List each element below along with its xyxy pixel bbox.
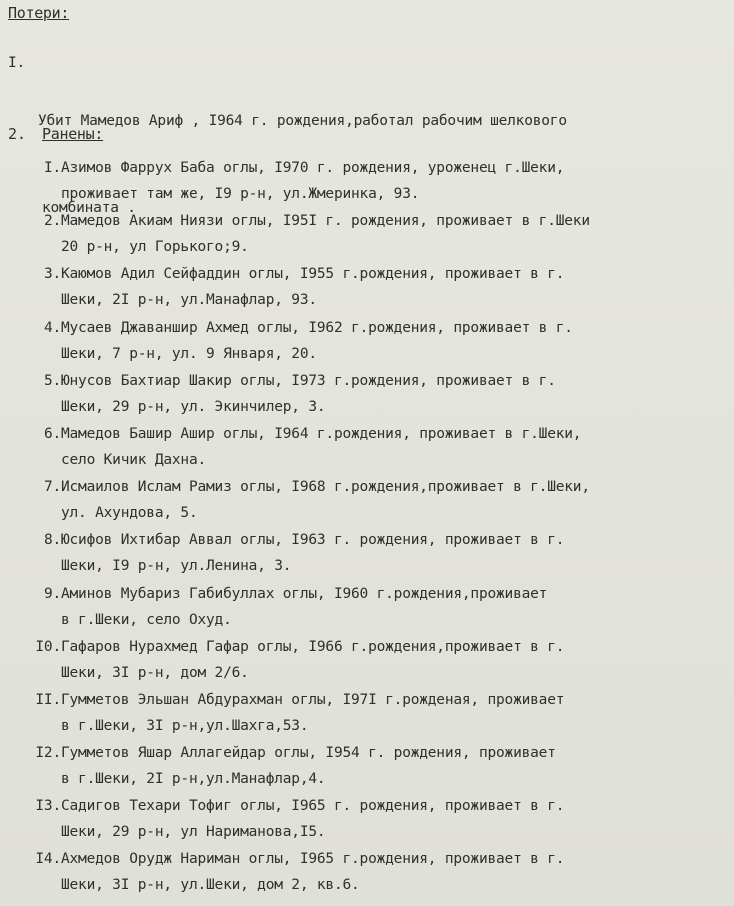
- entry-line-2: 20 р-н, ул Горького;9.: [61, 239, 249, 256]
- wounded-entry: [30, 851, 720, 904]
- killed-line-2: комбината .: [42, 200, 136, 216]
- entry-line-1: Каюмов Адил Сейфаддин оглы, I955 г.рождения, проживает в г.: [61, 266, 565, 283]
- wounded-entry: [30, 639, 720, 692]
- entry-number: I3.: [35, 798, 61, 815]
- entry-line-1: Гумметов Яшар Аллагейдар оглы, I954 г. рождения, проживает: [61, 745, 556, 762]
- entry-line-2: Шеки, 7 р-н, ул. 9 Января, 20.: [61, 345, 317, 362]
- entry-line-2: Шеки, 29 р-н, ул. Экинчилер, 3.: [61, 398, 326, 415]
- wounded-entry: [30, 320, 720, 373]
- entry-line-2: ул. Ахундова, 5.: [61, 505, 198, 522]
- entry-number: 6.: [43, 425, 61, 442]
- wounded-entry: [30, 160, 720, 213]
- entry-line-1: Гафаров Нурахмед Гафар оглы, I966 г.рождения,проживает в г.: [61, 638, 565, 655]
- wounded-entry: [30, 213, 720, 266]
- entry-line-1: Мусаев Джаваншир Ахмед оглы, I962 г.рождения, проживает в г.: [61, 319, 573, 336]
- wounded-heading: Ранены:: [42, 125, 104, 143]
- wounded-entry: [30, 745, 720, 798]
- entry-number: II.: [35, 691, 61, 708]
- entry-line-2: в г.Шеки, село Охуд.: [61, 611, 232, 628]
- entry-line-2: село Кичик Дахна.: [61, 451, 207, 468]
- entry-line-1: Исмаилов Ислам Рамиз оглы, I968 г.рождения,проживает в г.Шеки,: [61, 479, 590, 496]
- entry-number: 9.: [43, 585, 61, 602]
- entry-number: 5.: [43, 372, 61, 389]
- wounded-entry: [30, 426, 720, 479]
- wounded-entry: [30, 798, 720, 851]
- wounded-entry: [30, 692, 720, 745]
- entry-line-2: проживает там же, I9 р-н, ул.Жмеринка, 93.: [61, 186, 420, 202]
- entry-line-2: в г.Шеки, 3I р-н,ул.Шахга,53.: [61, 717, 309, 734]
- entry-line-1: Мамедов Акиам Ниязи оглы, I95I г. рождения, проживает в г.Шеки: [61, 213, 590, 230]
- entry-line-1: Ахмедов Орудж Нариман оглы, I965 г.рождения, проживает в г.: [61, 851, 565, 868]
- wounded-entry: [30, 479, 720, 532]
- entry-number: 7.: [43, 479, 61, 496]
- entry-line-2: Шеки, 29 р-н, ул Нариманова,I5.: [61, 824, 326, 841]
- entry-line-2: в г.Шеки, 2I р-н,ул.Манафлар,4.: [61, 771, 326, 788]
- losses-heading: Потери:: [8, 4, 70, 22]
- entry-line-1: Юсифов Ихтибар Аввал оглы, I963 г. рождения, проживает в г.: [61, 532, 565, 549]
- wounded-section-number: 2.: [8, 125, 27, 143]
- wounded-list: [30, 160, 720, 905]
- entry-number: I0.: [35, 638, 61, 655]
- entry-line-2: Шеки, 3I р-н, дом 2/6.: [61, 664, 249, 681]
- entry-line-1: Юнусов Бахтиар Шакир оглы, I973 г.рождения, проживает в г.: [61, 372, 556, 389]
- entry-line-1: Мамедов Башир Ашир оглы, I964 г.рождения, проживает в г.Шеки,: [61, 425, 582, 442]
- entry-number: I2.: [35, 745, 61, 762]
- entry-line-2: Шеки, 2I р-н, ул.Манафлар, 93.: [61, 292, 317, 309]
- entry-number: 8.: [43, 532, 61, 549]
- entry-number: 4.: [43, 319, 61, 336]
- entry-number: I4.: [35, 851, 61, 868]
- entry-line-1: Садигов Техари Тофиг оглы, I965 г. рождения, проживает в г.: [61, 798, 565, 815]
- entry-line-2: Шеки, 3I р-н, ул.Шеки, дом 2, кв.6.: [61, 877, 360, 894]
- wounded-entry: [30, 266, 720, 319]
- wounded-entry: [30, 532, 720, 585]
- killed-number: I.: [8, 55, 26, 71]
- entry-number: 2.: [43, 213, 61, 230]
- entry-line-1: Аминов Мубариз Габибуллах оглы, I960 г.рождения,проживает: [61, 585, 548, 602]
- entry-line-2: Шеки, I9 р-н, ул.Ленина, 3.: [61, 558, 292, 575]
- entry-line-1: Гумметов Эльшан Абдурахман оглы, I97I г.рожденая, проживает: [61, 691, 565, 708]
- entry-number: 3.: [43, 266, 61, 283]
- killed-line-1: Убит Мамедов Ариф , I964 г. рождения,работал рабочим шелкового: [38, 113, 567, 129]
- wounded-entry: [30, 586, 720, 639]
- entry-number: I.: [43, 160, 61, 176]
- entry-line-1: Азимов Фаррух Баба оглы, I970 г. рождения, уроженец г.Шеки,: [61, 160, 565, 176]
- wounded-entry: [30, 373, 720, 426]
